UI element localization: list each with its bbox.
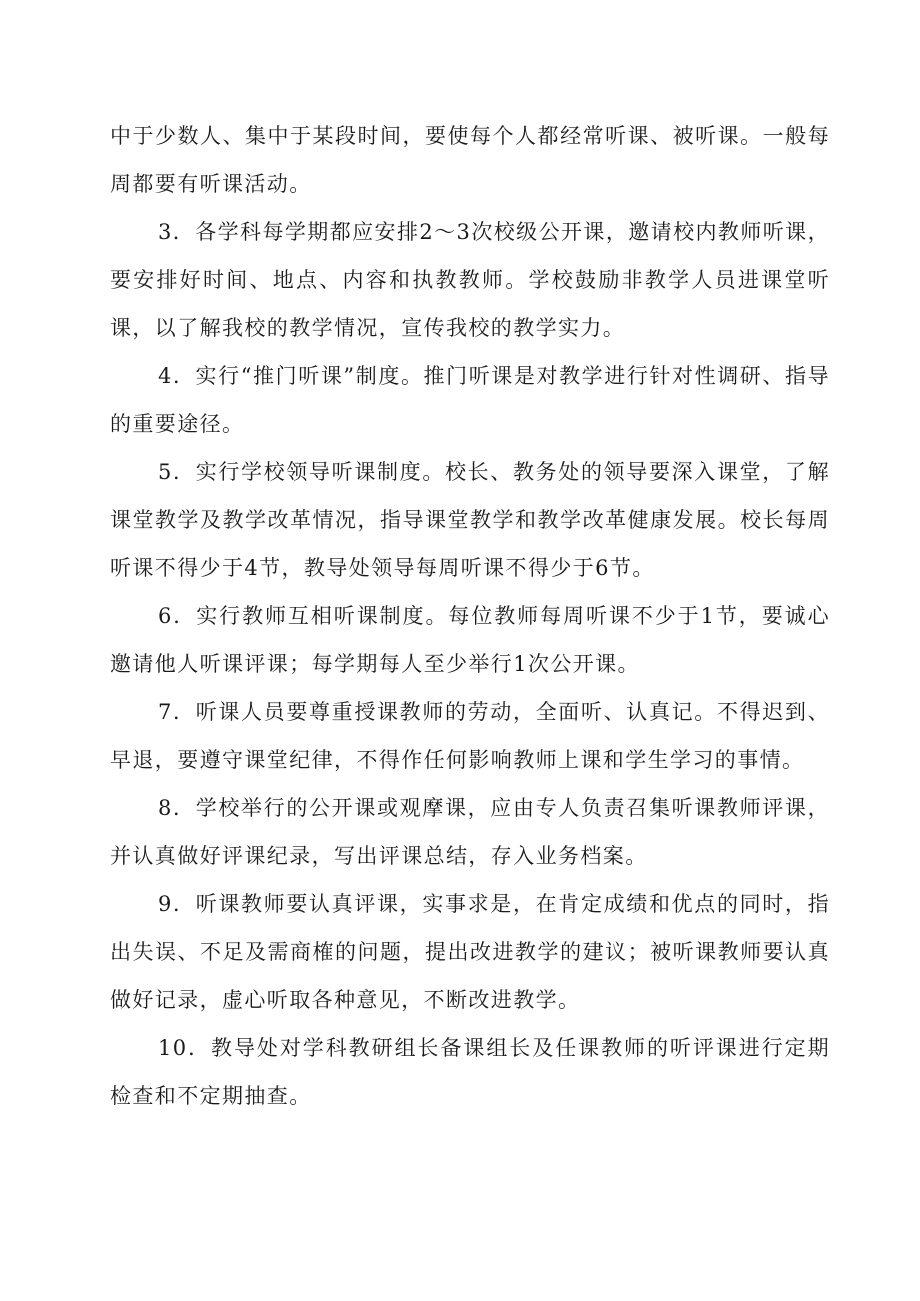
paragraph-item-5: 5．实行学校领导听课制度。校长、教务处的领导要深入课堂，了解课堂教学及教学改革情况，指导课堂教学和教学改革健康发展。校长每周听课不得少于4节，教导处领导每周听课不得少于6节。 bbox=[110, 460, 830, 580]
paragraph-item-6: 6．实行教师互相听课制度。每位教师每周听课不少于1节，要诚心邀请他人听课评课；每学期每人至少举行1次公开课。 bbox=[110, 604, 830, 676]
paragraph-continuation: 中于少数人、集中于某段时间，要使每个人都经常听课、被听课。一般每周都要有听课活动。 bbox=[110, 124, 830, 196]
paragraph-item-10: 10．教导处对学科教研组长备课组长及任课教师的听评课进行定期检查和不定期抽查。 bbox=[110, 1036, 830, 1108]
paragraph-item-4: 4．实行“推门听课”制度。推门听课是对教学进行针对性调研、指导的重要途径。 bbox=[110, 364, 830, 436]
paragraph-item-3: 3．各学科每学期都应安排2～3次校级公开课，邀请校内教师听课，要安排好时间、地点、内容和执教教师。学校鼓励非教学人员进课堂听课，以了解我校的教学情况，宣传我校的教学实力。 bbox=[110, 220, 830, 340]
document-body bbox=[110, 112, 830, 1120]
paragraph-item-9: 9．听课教师要认真评课，实事求是，在肯定成绩和优点的同时，指出失误、不足及需商榷的问题，提出改进教学的建议；被听课教师要认真做好记录，虚心听取各种意见，不断改进教学。 bbox=[110, 892, 830, 1012]
paragraph-item-7: 7．听课人员要尊重授课教师的劳动，全面听、认真记。不得迟到、早退，要遵守课堂纪律，不得作任何影响教师上课和学生学习的事情。 bbox=[110, 700, 830, 772]
paragraph-item-8: 8．学校举行的公开课或观摩课，应由专人负责召集听课教师评课，并认真做好评课纪录，写出评课总结，存入业务档案。 bbox=[110, 796, 830, 868]
